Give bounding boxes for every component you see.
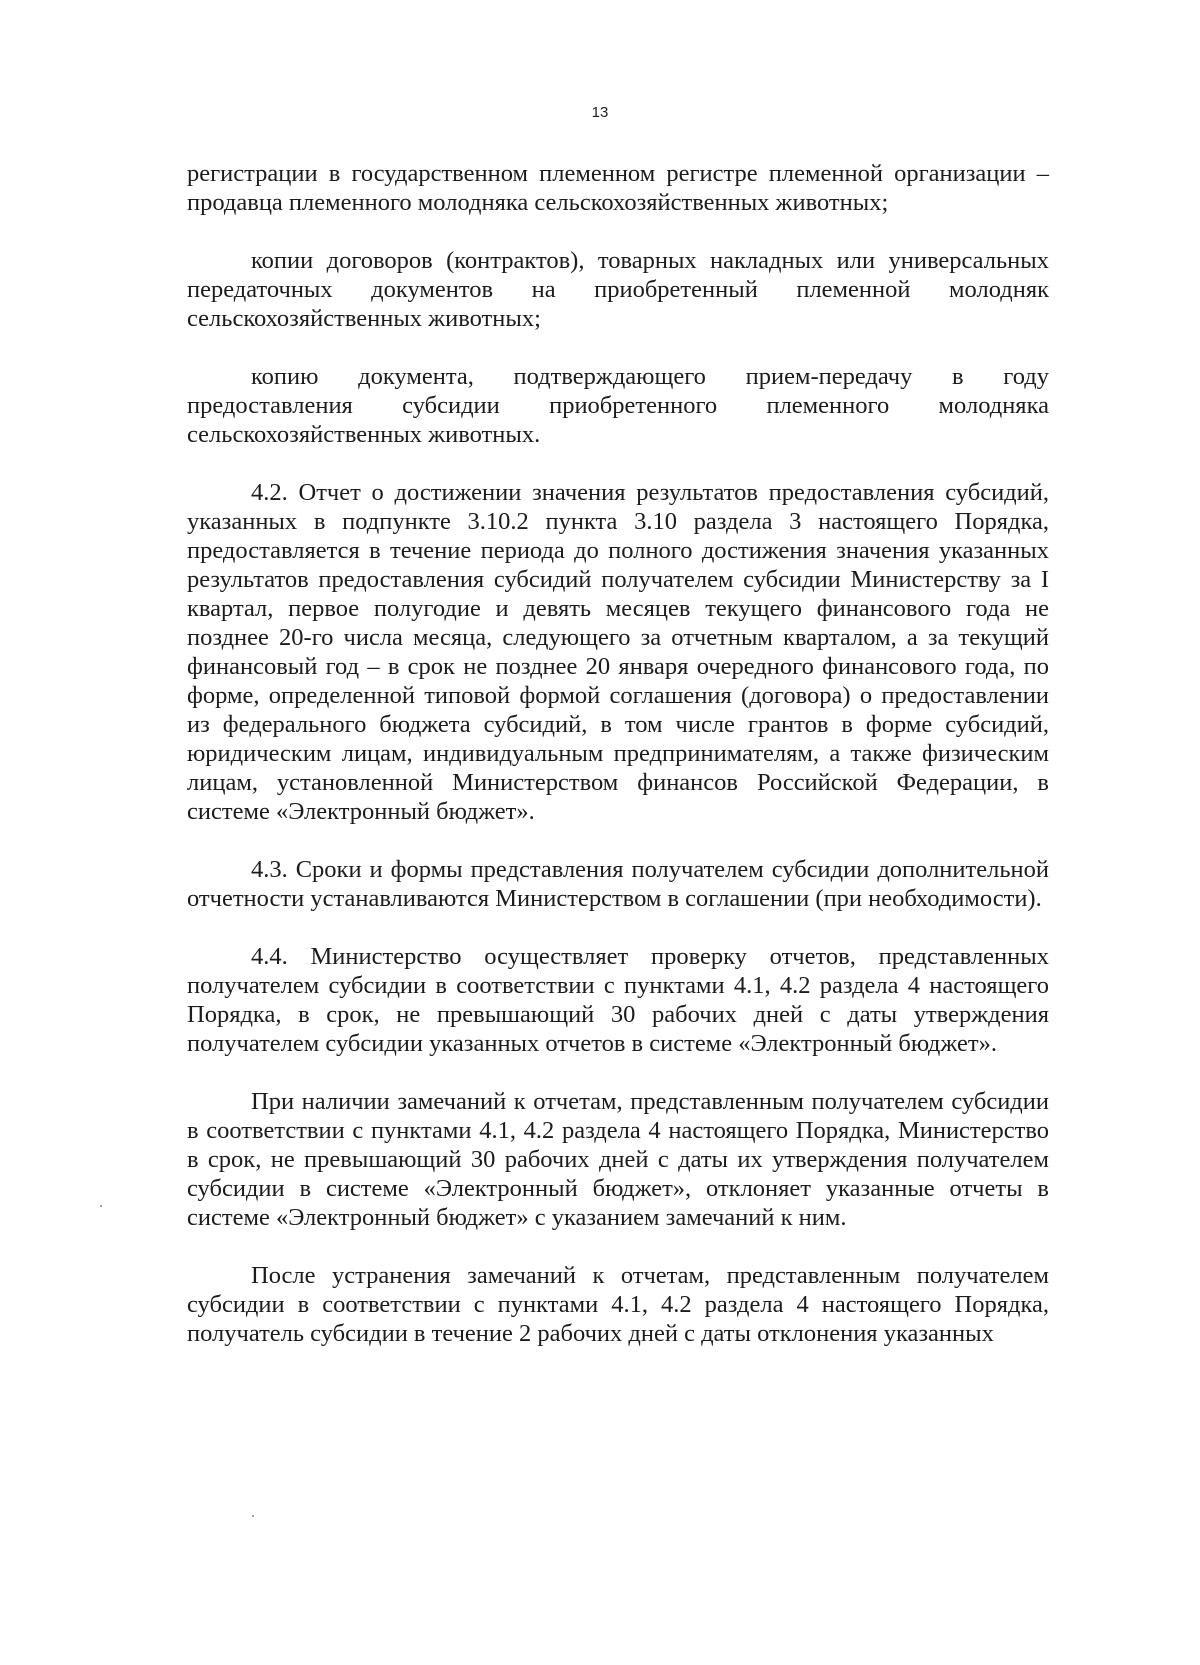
scan-speck xyxy=(252,1515,254,1517)
paragraph-registry-continuation: регистрации в государственном племенном регистре племенной организации – продавца племенного молодняка сельскохозяйственных животных; xyxy=(187,160,1049,216)
paragraph-remarks: При наличии замечаний к отчетам, представленным получателем субсидии в соответствии с пунктами 4.1, 4.2 раздела 4 настоящего Порядка, Министерство в срок, не превышающий 30 рабочих дней с даты их утверждения получателем субсидии в системе «Электронный бюджет», отклоняет указанные отчеты в системе «Электронный бюджет» с указанием замечаний к ним. xyxy=(187,1088,1049,1231)
paragraph-contract-copies: копии договоров (контрактов), товарных накладных или универсальных передаточных документов на приобретенный племенной молодняк сельскохозяйственных животных; xyxy=(187,247,1049,332)
document-body xyxy=(187,159,1049,1377)
paragraph-4-2: 4.2. Отчет о достижении значения результатов предоставления субсидий, указанных в подпункте 3.10.2 пункта 3.10 раздела 3 настоящего Порядка, предоставляется в течение периода до полного достижения значения указанных результатов предоставления субсидий получателем субсидии Министерству за I квартал, первое полугодие и девять месяцев текущего финансового года не позднее 20-го числа месяца, следующего за отчетным кварталом, а за текущий финансовый год – в срок не позднее 20 января очередного финансового года, по форме, определенной типовой формой соглашения (договора) о предоставлении из федерального бюджета субсидий, в том числе грантов в форме субсидий, юридическим лицам, индивидуальным предпринимателям, а также физическим лицам, установленной Министерством финансов Российской Федерации, в системе «Электронный бюджет». xyxy=(187,479,1049,825)
paragraph-transfer-document: копию документа, подтверждающего прием-передачу в году предоставления субсидии приобретенного племенного молодняка сельскохозяйственных животных. xyxy=(187,363,1049,448)
page-number: 13 xyxy=(591,104,609,121)
scan-speck xyxy=(100,1205,102,1207)
paragraph-after-remarks: После устранения замечаний к отчетам, представленным получателем субсидии в соответствии с пунктами 4.1, 4.2 раздела 4 настоящего Порядка, получатель субсидии в течение 2 рабочих дней с даты отклонения указанных xyxy=(187,1262,1049,1347)
paragraph-4-3: 4.3. Сроки и формы представления получателем субсидии дополнительной отчетности устанавливаются Министерством в соглашении (при необходимости). xyxy=(187,856,1049,912)
paragraph-4-4: 4.4. Министерство осуществляет проверку отчетов, представленных получателем субсидии в соответствии с пунктами 4.1, 4.2 раздела 4 настоящего Порядка, в срок, не превышающий 30 рабочих дней с даты утверждения получателем субсидии указанных отчетов в системе «Электронный бюджет». xyxy=(187,943,1049,1057)
